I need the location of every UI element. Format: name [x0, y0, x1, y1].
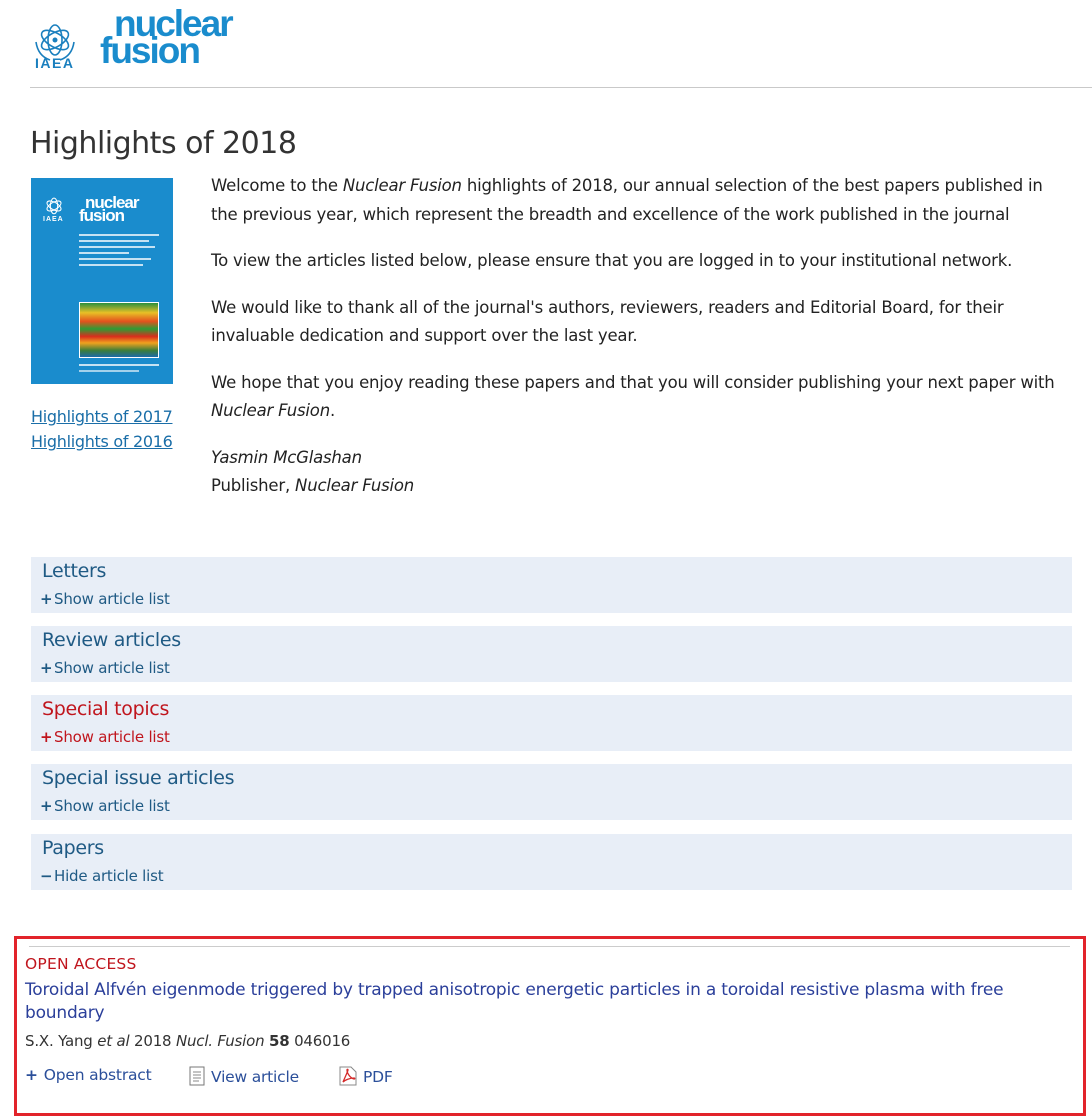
highlights-2017-link[interactable]: Highlights of 2017 — [31, 407, 173, 426]
plus-icon: + — [40, 797, 53, 815]
plus-icon: + — [25, 1066, 38, 1084]
cover-journal-logo — [79, 193, 139, 225]
section-title: Special topics — [42, 698, 170, 720]
cover-plot-image — [79, 302, 159, 358]
show-article-list-toggle[interactable] — [40, 590, 170, 608]
section-title: Papers — [42, 837, 104, 859]
article-item — [14, 936, 1086, 1116]
toggle-label: Show article list — [54, 590, 170, 608]
section-title: Special issue articles — [42, 767, 235, 789]
section-letters — [31, 557, 1072, 613]
plus-icon: + — [40, 728, 53, 746]
plus-icon: + — [40, 659, 53, 677]
highlights-2016-link[interactable]: Highlights of 2016 — [31, 432, 173, 451]
cover-iaea-label: IAEA — [43, 216, 64, 223]
show-article-list-toggle[interactable] — [40, 659, 170, 677]
toggle-label: Hide article list — [54, 867, 164, 885]
toggle-label: Show article list — [54, 728, 170, 746]
journal-abbrev: Nucl. Fusion — [175, 1032, 265, 1050]
show-article-list-toggle[interactable] — [40, 797, 170, 815]
pdf-label: PDF — [363, 1068, 393, 1086]
pdf-link[interactable] — [339, 1066, 393, 1086]
intro-paragraph-1 — [211, 172, 1071, 229]
article-title-link[interactable]: Toroidal Alfvén eigenmode triggered by trapped anisotropic energetic particles in a toroidal resistive plasma with free boundary — [25, 980, 1004, 1023]
section-papers — [31, 834, 1072, 890]
view-article-label: View article — [211, 1068, 299, 1086]
iaea-label: IAEA — [35, 55, 75, 71]
cover-footer-line — [79, 370, 139, 372]
section-special-topics — [31, 695, 1072, 751]
signature-journal: Nuclear Fusion — [295, 476, 415, 495]
divider — [29, 946, 1070, 947]
article-citation — [25, 1032, 350, 1050]
journal-logo-line1: nuclear — [114, 3, 232, 44]
article-volume: 58 — [269, 1032, 290, 1050]
pdf-icon — [339, 1066, 357, 1086]
show-article-list-toggle[interactable] — [40, 728, 170, 746]
signature — [211, 444, 1071, 501]
journal-name: Nuclear Fusion — [342, 176, 462, 195]
open-abstract-link[interactable] — [25, 1066, 151, 1084]
intro-text-span: We hope that you enjoy reading these papers and that you will consider publishing your next paper with — [211, 372, 1055, 392]
section-title: Review articles — [42, 629, 181, 651]
hide-article-list-toggle[interactable] — [40, 867, 163, 885]
minus-icon: − — [40, 867, 53, 885]
intro-text — [211, 172, 1071, 501]
section-special-issue-articles — [31, 764, 1072, 820]
intro-paragraph-3: We would like to thank all of the journal's authors, reviewers, readers and Editorial Board, for their invaluable dedication and support over the last year. — [211, 297, 1004, 345]
intro-text-span: highlights of 2018, our annual selection of the best papers published in the previous year, which represent the breadth and excellence of the work published in the journal — [211, 176, 1043, 224]
signature-role: Publisher, — [211, 476, 296, 495]
intro-text-span: Welcome to the — [211, 176, 343, 195]
et-al: et al — [97, 1032, 130, 1050]
open-access-badge: OPEN ACCESS — [25, 955, 137, 973]
document-icon — [189, 1066, 205, 1086]
site-header — [30, 0, 1092, 88]
journal-cover-image — [31, 178, 173, 384]
toggle-label: Show article list — [54, 797, 170, 815]
open-abstract-label: Open abstract — [43, 1066, 152, 1084]
toggle-label: Show article list — [54, 659, 170, 677]
plus-icon: + — [40, 590, 53, 608]
cover-text-lines — [79, 234, 159, 270]
view-article-link[interactable] — [189, 1066, 299, 1086]
journal-logo-line2: fusion — [100, 30, 199, 71]
intro-text-span: . — [329, 401, 336, 420]
article-number: 046016 — [289, 1032, 351, 1050]
cover-footer-line — [79, 364, 159, 366]
intro-paragraph-4 — [211, 369, 1071, 426]
intro-paragraph-2: To view the articles listed below, please ensure that you are logged in to your institutional network. — [211, 251, 1013, 270]
journal-logo[interactable] — [100, 3, 232, 71]
previous-highlights-links — [31, 404, 172, 454]
section-title: Letters — [42, 560, 107, 582]
section-review-articles — [31, 626, 1072, 682]
cover-logo-line2: fusion — [79, 206, 124, 225]
article-author: S.X. Yang — [25, 1032, 98, 1050]
cover-logo-line1: nuclear — [85, 193, 139, 212]
signature-name: Yasmin McGlashan — [211, 447, 362, 467]
page-title: Highlights of 2018 — [30, 126, 297, 161]
journal-name: Nuclear Fusion — [211, 401, 330, 420]
article-year: 2018 — [129, 1032, 176, 1050]
